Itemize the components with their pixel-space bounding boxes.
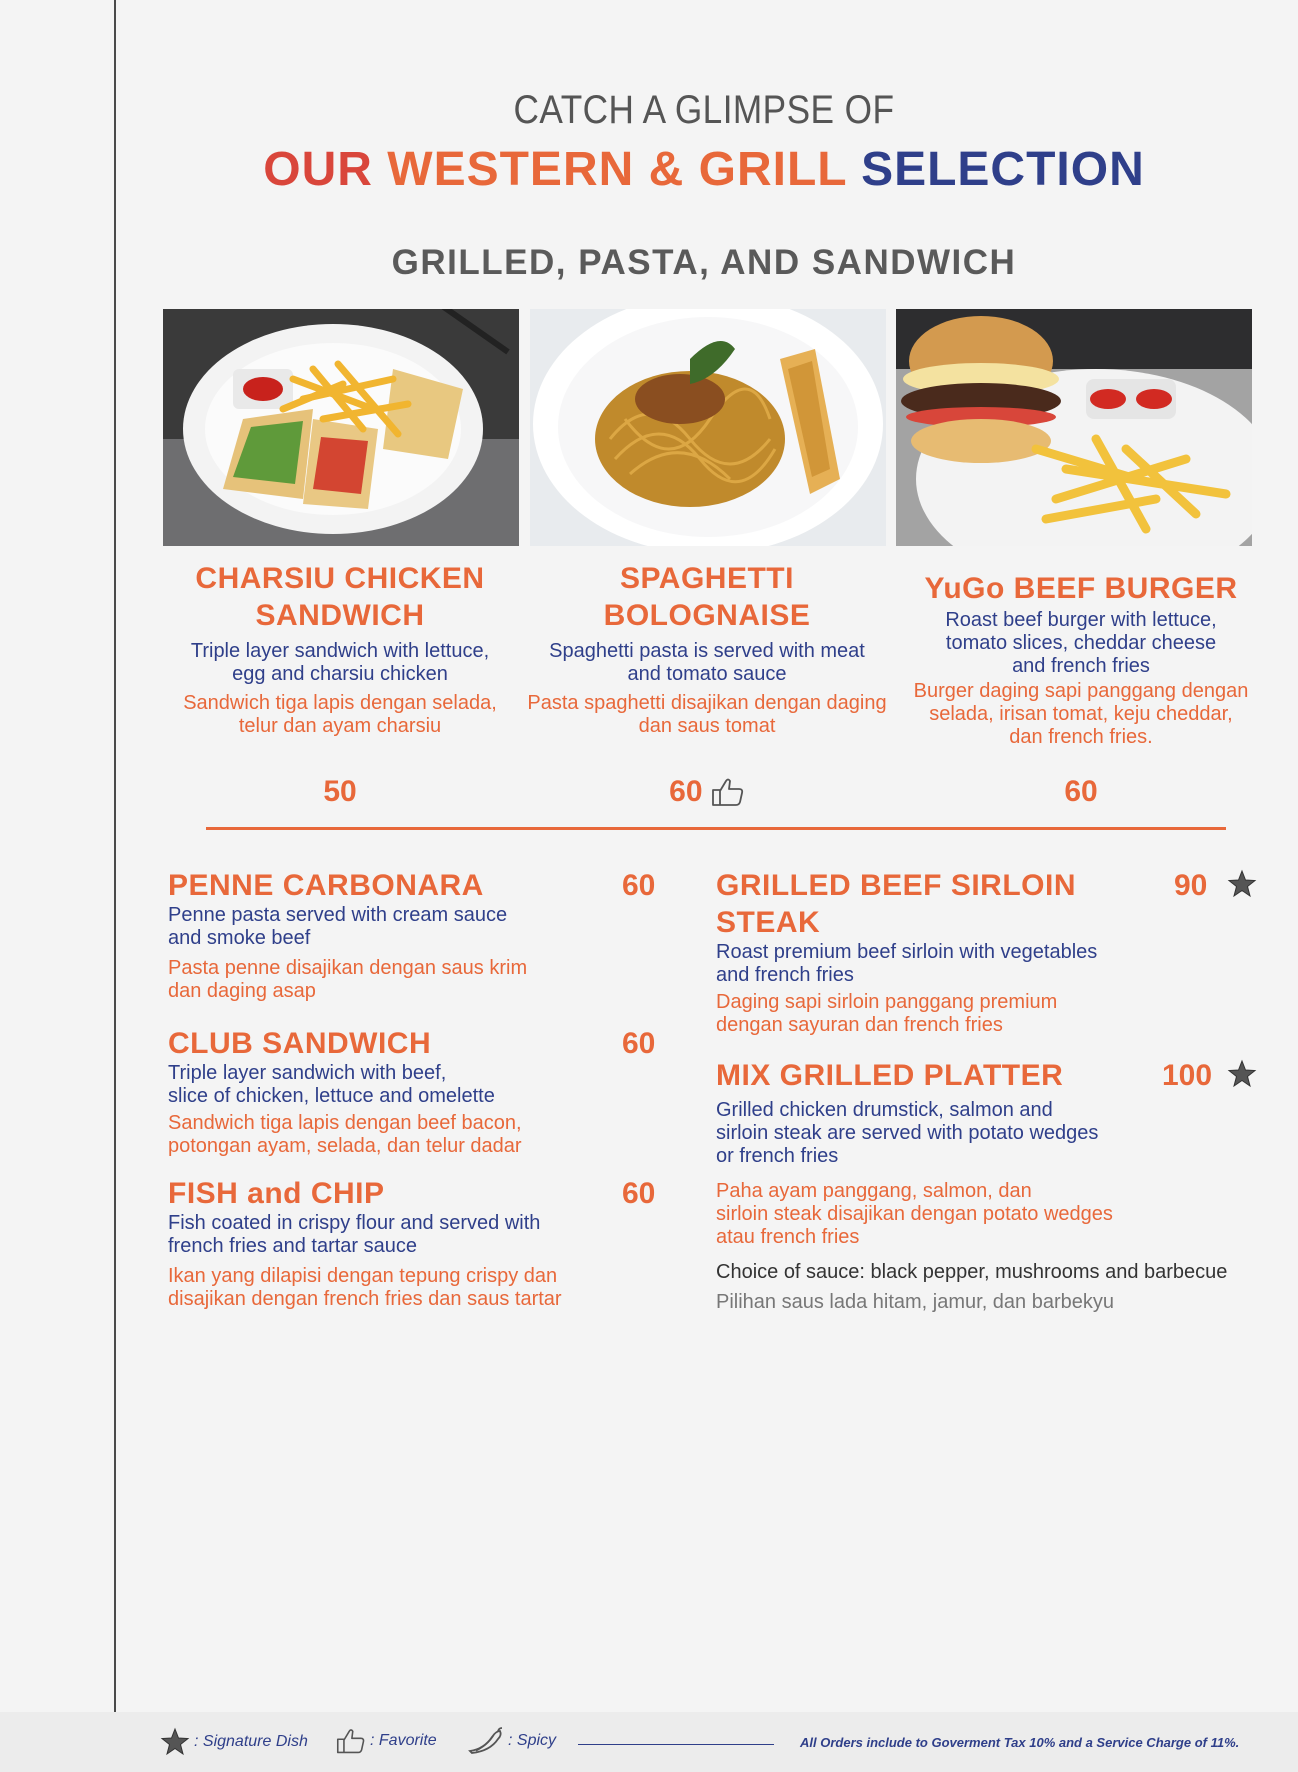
menu-item-club-sandwich <box>168 1025 668 1158</box>
desc-id: dan daging asap <box>168 980 316 1002</box>
menu-item-grilled-beef-sirloin-steak <box>716 867 1256 1037</box>
section-divider <box>206 827 1226 830</box>
favorite-thumbs-up-icon <box>336 1727 366 1755</box>
desc-en: Spaghetti pasta is served with meat <box>549 640 865 662</box>
menu-item-mix-grilled-platter <box>716 1057 1256 1249</box>
legend-signature-label: : Signature Dish <box>194 1733 308 1750</box>
desc-id: Paha ayam panggang, salmon, dan <box>716 1180 1032 1202</box>
item-price: 90 <box>1174 869 1208 902</box>
pre-title: CATCH A GLIMPSE OF <box>513 88 895 132</box>
desc-en: Grilled chicken drumstick, salmon and <box>716 1099 1053 1121</box>
desc-id: Pasta penne disajikan dengan saus krim <box>168 957 528 979</box>
price <box>891 774 1271 809</box>
desc-id: Burger daging sapi panggang dengan <box>913 680 1249 702</box>
desc-en: tomato slices, cheddar cheese <box>945 632 1217 654</box>
sauce-choice-en: Choice of sauce: black pepper, mushrooms and barbecue <box>716 1261 1228 1283</box>
title-selection: SELECTION <box>861 143 1145 196</box>
price-value: 60 <box>669 775 703 809</box>
item-name: SPAGHETTI <box>620 562 794 595</box>
desc-en: Fish coated in crispy flour and served with <box>168 1212 541 1234</box>
desc-id: Daging sapi sirloin panggang premium <box>716 991 1058 1013</box>
desc-en: Triple layer sandwich with lettuce, <box>190 640 490 662</box>
item-name: STEAK <box>716 906 821 939</box>
price <box>150 774 530 809</box>
chili-pepper-icon <box>466 1727 504 1755</box>
price-value: 60 <box>1064 775 1098 809</box>
desc-id: telur dan ayam charsiu <box>238 715 442 737</box>
legend-signature <box>160 1727 308 1757</box>
item-name: MIX GRILLED PLATTER <box>716 1059 1064 1092</box>
item-price: 100 <box>1162 1059 1213 1092</box>
item-name: PENNE CARBONARA <box>168 869 484 902</box>
desc-id: selada, irisan tomat, keju cheddar, <box>929 703 1233 725</box>
desc-en: and tomato sauce <box>627 663 787 685</box>
desc-en: Roast beef burger with lettuce, <box>945 609 1217 631</box>
desc-en: and french fries <box>716 964 854 986</box>
desc-id: dan saus tomat <box>638 715 776 737</box>
beef-burger-photo <box>896 309 1252 546</box>
desc-id: dengan sayuran dan french fries <box>716 1014 1003 1036</box>
spaghetti-bolognaise-photo <box>530 309 886 546</box>
desc-id: potongan ayam, selada, dan telur dadar <box>168 1135 522 1157</box>
desc-en: egg and charsiu chicken <box>232 663 448 685</box>
desc-en: or french fries <box>716 1145 839 1167</box>
item-price: 60 <box>622 869 656 902</box>
item-name: FISH and CHIP <box>168 1177 385 1210</box>
item-name: CLUB SANDWICH <box>168 1027 432 1060</box>
footer-divider <box>578 1744 774 1745</box>
desc-id: Sandwich tiga lapis dengan beef bacon, <box>168 1112 522 1134</box>
item-price: 60 <box>622 1177 656 1210</box>
legend-favorite <box>336 1727 437 1755</box>
desc-en: Roast premium beef sirloin with vegetables <box>716 941 1098 963</box>
desc-en: sirloin steak are served with potato wedges <box>716 1122 1099 1144</box>
desc-id: atau french fries <box>716 1226 860 1248</box>
item-name: CHARSIU CHICKEN <box>195 562 485 595</box>
signature-star-icon <box>160 1727 190 1757</box>
price <box>517 774 897 809</box>
title-our: OUR <box>263 143 373 196</box>
item-name: GRILLED BEEF SIRLOIN <box>716 869 1077 902</box>
item-name: SANDWICH <box>255 599 425 632</box>
item-price: 60 <box>622 1027 656 1060</box>
desc-en: and french fries <box>1012 655 1150 677</box>
featured-item-charsiu <box>150 560 530 738</box>
favorite-thumbs-up-icon <box>711 777 745 807</box>
desc-id: Sandwich tiga lapis dengan selada, <box>183 692 497 714</box>
desc-id: dan french fries. <box>1009 726 1153 748</box>
section-title: GRILLED, PASTA, AND SANDWICH <box>391 243 1017 282</box>
club-sandwich-photo <box>163 309 519 546</box>
legend-spicy <box>466 1727 556 1755</box>
desc-en: french fries and tartar sauce <box>168 1235 418 1257</box>
title-western-grill: WESTERN & GRILL <box>387 143 847 196</box>
signature-star-icon <box>1227 869 1257 899</box>
desc-en: and smoke beef <box>168 927 311 949</box>
desc-en: Triple layer sandwich with beef, <box>168 1062 447 1084</box>
sauce-choice-id: Pilihan saus lada hitam, jamur, dan barbekyu <box>716 1291 1115 1313</box>
item-name: BOLOGNAISE <box>603 599 811 632</box>
desc-id: Ikan yang dilapisi dengan tepung crispy dan <box>168 1265 558 1287</box>
legend-spicy-label: : Spicy <box>508 1732 557 1749</box>
menu-item-fish-and-chip <box>168 1175 668 1311</box>
legend-favorite-label: : Favorite <box>370 1732 437 1749</box>
desc-en: Penne pasta served with cream sauce <box>168 904 508 926</box>
featured-item-spaghetti <box>517 560 897 738</box>
price-value: 50 <box>323 775 357 809</box>
desc-id: sirloin steak disajikan dengan potato wedges <box>716 1203 1113 1225</box>
desc-id: disajikan dengan french fries dan saus tartar <box>168 1288 562 1310</box>
signature-star-icon <box>1227 1059 1257 1089</box>
menu-item-penne-carbonara <box>168 867 668 1003</box>
sauce-choice <box>716 1261 1276 1314</box>
tax-service-note: All Orders include to Goverment Tax 10% and a Service Charge of 11%. <box>800 1735 1240 1750</box>
featured-item-burger <box>891 570 1271 749</box>
desc-en: slice of chicken, lettuce and omelette <box>168 1085 495 1107</box>
desc-id: Pasta spaghetti disajikan dengan daging <box>527 692 887 714</box>
page-title <box>0 142 1298 197</box>
item-name: YuGo BEEF BURGER <box>924 572 1238 605</box>
